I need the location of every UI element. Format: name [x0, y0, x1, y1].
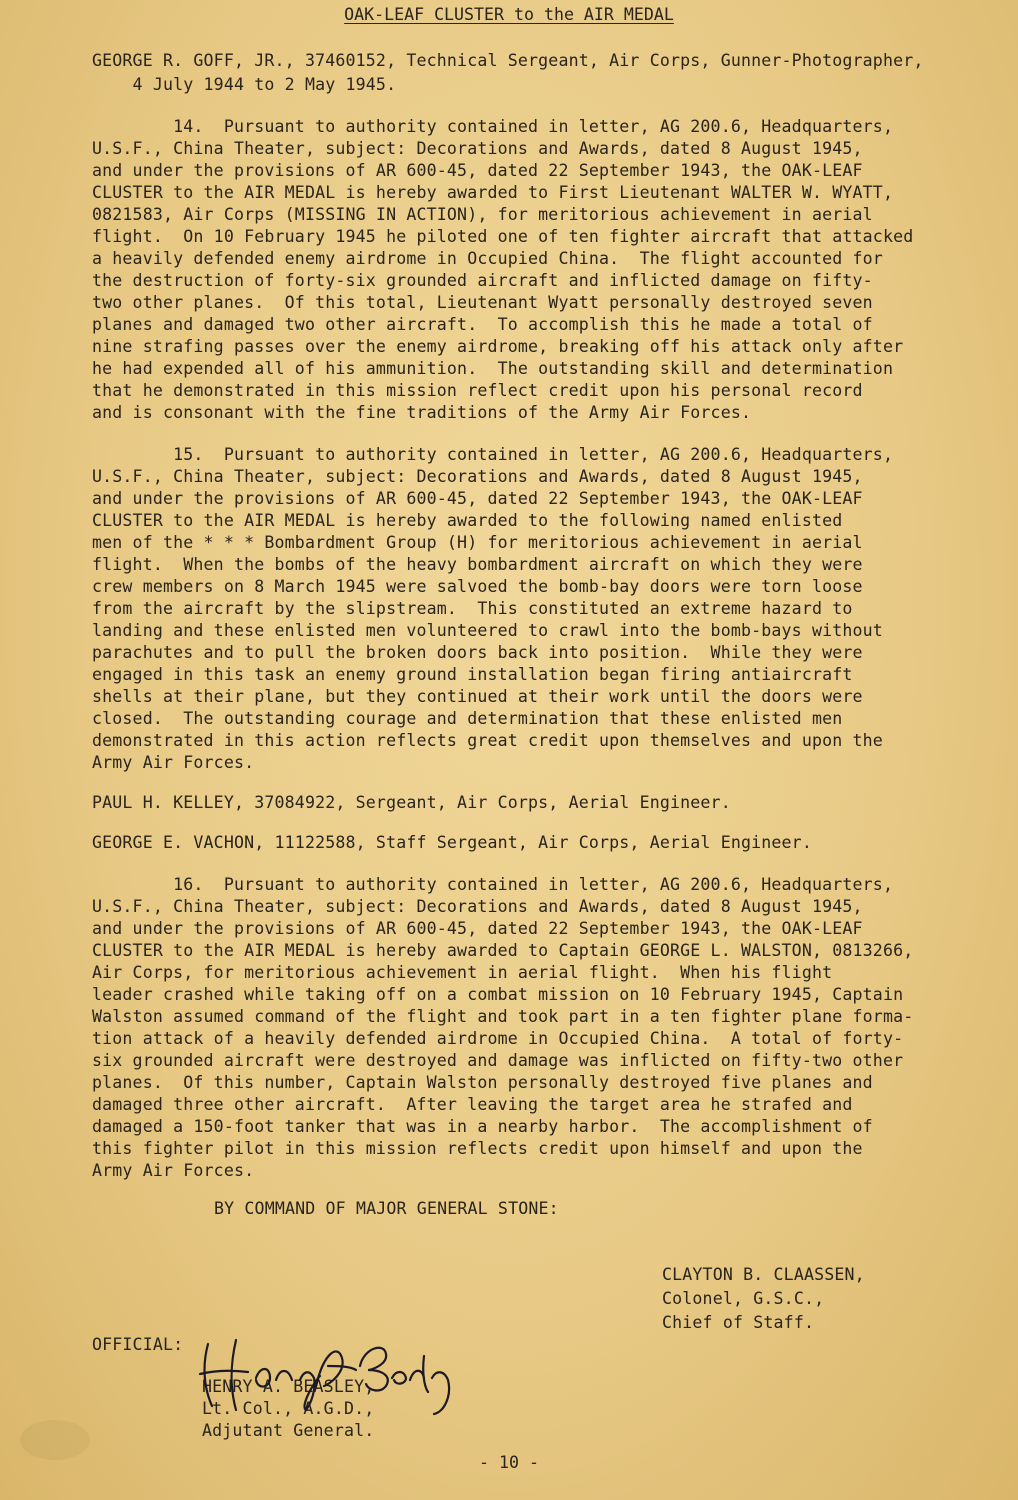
text-line: engaged in this task an enemy ground installation began firing antiaircraft [92, 665, 853, 684]
text-line: and under the provisions of AR 600-45, dated 22 September 1943, the OAK-LEAF [92, 489, 863, 508]
text-line: demonstrated in this action reflects great credit upon themselves and upon the [92, 731, 883, 750]
text-line: leader crashed while taking off on a combat mission on 10 February 1945, Captain [92, 985, 904, 1004]
text-line: U.S.F., China Theater, subject: Decorations and Awards, dated 8 August 1945, [92, 139, 863, 158]
text-line: from the aircraft by the slipstream. This constituted an extreme hazard to [92, 599, 853, 618]
text-line: CLUSTER to the AIR MEDAL is hereby awarded to Captain GEORGE L. WALSTON, 0813266, [92, 941, 914, 960]
text-line: a heavily defended enemy airdrome in Occupied China. The flight accounted for [92, 249, 883, 268]
text-line: Walston assumed command of the flight and took part in a ten fighter plane forma- [92, 1007, 914, 1026]
text-line: CLUSTER to the AIR MEDAL is hereby awarded to the following named enlisted [92, 511, 843, 530]
text-line: this fighter pilot in this mission reflects credit upon himself and upon the [92, 1139, 863, 1158]
text-line: planes and damaged two other aircraft. To accomplish this he made a total of [92, 315, 873, 334]
text-line: damaged a 150-foot tanker that was in a nearby harbor. The accomplishment of [92, 1117, 873, 1136]
text-line: PAUL H. KELLEY, 37084922, Sergeant, Air Corps, Aerial Engineer. [92, 793, 731, 812]
text-line: HENRY A. BEASLEY, [202, 1377, 375, 1396]
text-line: damaged three other aircraft. After leaving the target area he strafed and [92, 1095, 853, 1114]
text-line: Army Air Forces. [92, 753, 255, 772]
text-line: flight. On 10 February 1945 he piloted one of ten fighter aircraft that attacked [92, 227, 914, 246]
text-line: Chief of Staff. [662, 1313, 815, 1332]
text-line: men of the * * * Bombardment Group (H) for meritorious achievement in aerial [92, 533, 863, 552]
page-number: - 10 - [479, 1453, 539, 1472]
text-line: 15. Pursuant to authority contained in letter, AG 200.6, Headquarters, [92, 445, 894, 464]
text-line: that he demonstrated in this mission reflect credit upon his personal record [92, 381, 863, 400]
text-line: parachutes and to pull the broken doors back into position. While they were [92, 643, 863, 662]
text-line: shells at their plane, but they continued at their work until the doors were [92, 687, 863, 706]
text-line: two other planes. Of this total, Lieutenant Wyatt personally destroyed seven [92, 293, 873, 312]
text-line: Adjutant General. [202, 1421, 375, 1440]
text-line: Army Air Forces. [92, 1161, 255, 1180]
text-line: CLUSTER to the AIR MEDAL is hereby awarded to First Lieutenant WALTER W. WYATT, [92, 183, 894, 202]
text-line: Air Corps, for meritorious achievement in aerial flight. When his flight [92, 963, 833, 982]
text-line: CLAYTON B. CLAASSEN, [662, 1265, 865, 1284]
text-line: and under the provisions of AR 600-45, dated 22 September 1943, the OAK-LEAF [92, 161, 863, 180]
text-line: GEORGE R. GOFF, JR., 37460152, Technical Sergeant, Air Corps, Gunner-Photographer, [92, 51, 924, 70]
document-title: OAK-LEAF CLUSTER to the AIR MEDAL [344, 5, 674, 24]
handwritten-signature [196, 1326, 456, 1416]
text-line: crew members on 8 March 1945 were salvoed the bomb-bay doors were torn loose [92, 577, 863, 596]
text-line: and under the provisions of AR 600-45, dated 22 September 1943, the OAK-LEAF [92, 919, 863, 938]
text-line: 14. Pursuant to authority contained in letter, AG 200.6, Headquarters, [92, 117, 894, 136]
text-line: and is consonant with the fine traditions of the Army Air Forces. [92, 403, 752, 422]
text-line: Colonel, G.S.C., [662, 1289, 825, 1308]
text-line: he had expended all of his ammunition. The outstanding skill and determination [92, 359, 894, 378]
text-line: 4 July 1944 to 2 May 1945. [92, 75, 397, 94]
text-line: the destruction of forty-six grounded aircraft and inflicted damage on fifty- [92, 271, 873, 290]
text-line: BY COMMAND OF MAJOR GENERAL STONE: [214, 1199, 559, 1218]
text-line: closed. The outstanding courage and determination that these enlisted men [92, 709, 843, 728]
text-line: 0821583, Air Corps (MISSING IN ACTION), for meritorious achievement in aerial [92, 205, 873, 224]
text-line: OFFICIAL: [92, 1335, 184, 1354]
text-line: landing and these enlisted men volunteered to crawl into the bomb-bays without [92, 621, 883, 640]
text-line: planes. Of this number, Captain Walston personally destroyed five planes and [92, 1073, 873, 1092]
text-line: Lt. Col., A.G.D., [202, 1399, 375, 1418]
text-line: nine strafing passes over the enemy airdrome, breaking off his attack only after [92, 337, 904, 356]
text-line: U.S.F., China Theater, subject: Decorations and Awards, dated 8 August 1945, [92, 467, 863, 486]
text-line: flight. When the bombs of the heavy bombardment aircraft on which they were [92, 555, 863, 574]
text-line: six grounded aircraft were destroyed and damage was inflicted on fifty-two other [92, 1051, 904, 1070]
text-line: tion attack of a heavily defended airdrome in Occupied China. A total of forty- [92, 1029, 904, 1048]
text-line: GEORGE E. VACHON, 11122588, Staff Sergeant, Air Corps, Aerial Engineer. [92, 833, 812, 852]
text-line: 16. Pursuant to authority contained in letter, AG 200.6, Headquarters, [92, 875, 894, 894]
text-line: U.S.F., China Theater, subject: Decorations and Awards, dated 8 August 1945, [92, 897, 863, 916]
